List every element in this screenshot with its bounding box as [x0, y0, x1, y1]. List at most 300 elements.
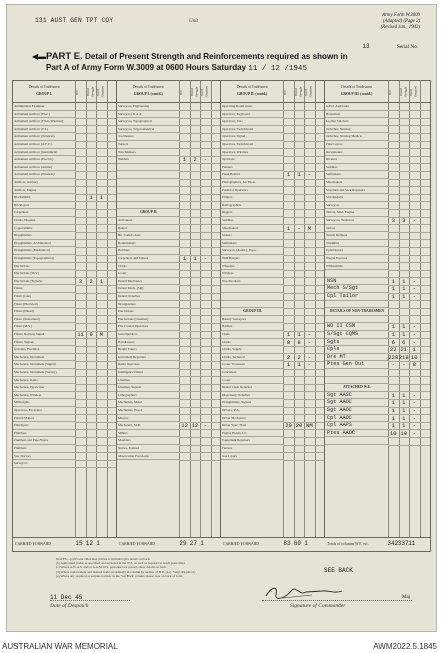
value-reinf: -	[412, 422, 416, 430]
value-posted: 1	[193, 255, 197, 262]
table-row: Operators, Switchboard	[221, 141, 283, 149]
value-posted: 10	[400, 429, 408, 437]
table-row: Draughtsmen (Mechanical)	[13, 247, 75, 255]
row-rule	[283, 308, 324, 309]
table-row: Surveyors, Trigonometrical	[117, 126, 179, 134]
row-rule	[179, 277, 220, 278]
table-row: Ammunition Examiner	[13, 103, 75, 111]
table-row: Riggers	[221, 209, 283, 217]
row-label: NSN	[327, 277, 337, 284]
row-rule	[179, 110, 220, 111]
row-rule	[388, 194, 430, 195]
row-rule	[388, 255, 430, 256]
value-we: 22	[389, 346, 397, 354]
row-rule	[388, 308, 430, 309]
unit-label: Unit	[189, 19, 198, 24]
row-label: Mech S/Sgt	[327, 285, 359, 292]
column-divider	[409, 81, 410, 537]
table-row: Platelayers	[13, 422, 75, 430]
row-rule	[179, 369, 220, 370]
row-values	[221, 171, 324, 179]
table-row: Coppersmiths	[13, 225, 75, 233]
column-divider	[388, 81, 389, 537]
table-row: Watchmakers	[117, 149, 179, 157]
totals-reinf: 11	[408, 540, 416, 547]
table-row: Mechanics, Instrument (Survey)	[13, 369, 75, 377]
column-divider	[420, 81, 421, 537]
row-rule	[283, 270, 324, 271]
row-label: Drs MT	[327, 353, 346, 360]
row-rule	[75, 422, 116, 423]
row-rule	[283, 262, 324, 263]
row-values	[325, 399, 430, 407]
row-rule	[75, 125, 116, 126]
value-reinf: -	[203, 255, 208, 262]
value-posted: 2	[297, 353, 301, 361]
row-rule	[283, 285, 324, 286]
group-label: GROUP II. (contd.)	[237, 91, 268, 96]
signature-label: Signature of Commander	[290, 603, 346, 609]
row-rule	[75, 429, 116, 430]
table-column	[13, 81, 117, 537]
value-reinf: -	[412, 391, 416, 399]
column-divider	[283, 81, 284, 537]
table-row: Operators, Switchboard	[221, 126, 283, 134]
row-rule	[283, 399, 324, 400]
signature-image	[262, 582, 352, 602]
value-we: 1	[391, 391, 395, 399]
value-reinf: -	[412, 277, 416, 285]
table-row: Armament Artificer (Wireless)	[13, 133, 75, 141]
table-row: Surveyors	[325, 202, 388, 210]
table-row: Surveyors (Assist.), Topo.	[221, 247, 283, 255]
value-we: 1	[391, 399, 395, 407]
strength-table	[12, 80, 431, 538]
column-header	[221, 81, 324, 103]
row-rule	[179, 445, 220, 446]
table-row: Chefs	[221, 331, 283, 339]
row-rule	[75, 369, 116, 370]
group-label: GROUP III. (contd.)	[340, 91, 373, 96]
table-row: Plumbers and Pipe Fitters	[13, 437, 75, 445]
table-row: Concreters	[221, 369, 283, 377]
title-part: PART E.	[46, 51, 83, 62]
table-column	[325, 81, 430, 537]
value-we: 6	[391, 338, 395, 346]
row-rule	[179, 414, 220, 415]
table-row: Equipment Repairers	[221, 437, 283, 445]
row-rule	[75, 270, 116, 271]
row-rule	[75, 445, 116, 446]
row-rule	[283, 293, 324, 294]
row-values	[325, 293, 430, 301]
table-row: Clerks, Supply	[221, 346, 283, 354]
value-posted: 1	[402, 293, 406, 300]
despatch-date-label: Date of Despatch	[50, 603, 89, 609]
row-rule	[75, 323, 116, 324]
row-rule	[388, 148, 430, 149]
table-row: Artificer, Engine	[13, 187, 75, 195]
row-rule	[75, 300, 116, 301]
row-rule	[179, 391, 220, 392]
table-row: Radio Operators	[117, 361, 179, 369]
table-row: Instrument Repairers	[117, 354, 179, 362]
table-row: Surveyors	[13, 460, 75, 468]
table-row: Armament Artificer (A.F.V.)	[13, 141, 75, 149]
table-row: Moulders	[117, 437, 179, 445]
row-rule	[179, 353, 220, 354]
table-row: Fitters (M.V.)	[13, 323, 75, 331]
row-rule	[179, 224, 220, 225]
value-we: 3	[391, 217, 395, 224]
row-rule	[75, 209, 116, 210]
value-reinf: M	[99, 331, 104, 338]
table-row: Dental Clerk Orderlies	[221, 384, 283, 392]
table-row: Woodworkers	[221, 278, 283, 286]
row-values	[325, 361, 430, 369]
table-row: Electricians	[13, 263, 75, 271]
form-line: (Adapted) (Page 2)	[382, 19, 420, 25]
value-posted: 2	[193, 156, 197, 164]
value-reinf: -	[307, 331, 312, 338]
value-we: 1	[286, 331, 291, 338]
table-row: Operators, Excavator	[13, 407, 75, 415]
table-row: Saddlers	[325, 164, 388, 172]
table-row: Gas Layers	[221, 453, 283, 461]
row-rule	[283, 118, 324, 119]
table-row: Mechanics, Instrument (Signal)	[13, 361, 75, 369]
row-rule	[75, 232, 116, 233]
row-label: Sgt AAOC	[327, 407, 352, 413]
table-row: Leather Stitchers	[325, 118, 388, 126]
row-rule	[283, 209, 324, 210]
row-values	[325, 217, 430, 225]
table-row: Draughtsmen	[13, 232, 75, 240]
row-values	[221, 361, 324, 369]
value-we: 10	[389, 429, 397, 437]
table-row	[325, 369, 388, 377]
table-row: Welders	[117, 156, 179, 164]
row-rule	[75, 163, 116, 164]
value-we: 12	[181, 422, 188, 430]
table-row: Fitters (Electrical)	[13, 301, 75, 309]
value-posted: 8	[297, 338, 301, 346]
row-values	[13, 194, 116, 202]
row-rule	[283, 255, 324, 256]
header-reinf: Reinf. Required	[200, 86, 209, 98]
table-row: Tailors	[325, 225, 388, 233]
table-row: Electricians	[117, 308, 179, 316]
row-rule	[75, 414, 116, 415]
table-row: GROUP III.	[221, 308, 283, 316]
table-row: Shoemakers	[221, 225, 283, 233]
value-reinf: -	[412, 331, 416, 338]
table-row: Tinsmiths	[325, 240, 388, 248]
row-label: Cpl Tailor	[327, 293, 359, 299]
table-row: Pattern Makers	[13, 415, 75, 423]
table-row: Dental Mech. (Sgt)	[117, 285, 179, 293]
header-reinf: Reinf. Required	[409, 86, 418, 98]
value-we: 1	[286, 224, 291, 232]
row-rule	[75, 361, 116, 362]
row-rule	[179, 384, 220, 385]
totals-row	[12, 538, 431, 552]
table-row: Cooks Trousseau	[221, 361, 283, 369]
table-row: Mechanics, Instrument	[13, 354, 75, 362]
row-label: WO II CSM	[327, 323, 356, 330]
table-row	[221, 285, 283, 293]
value-reinf: -	[412, 429, 416, 437]
row-rule	[283, 277, 324, 278]
column-divider	[315, 81, 316, 537]
table-row: Electricians (Signals)	[13, 278, 75, 286]
value-reinf: -	[412, 414, 416, 422]
value-posted: 3	[402, 217, 406, 224]
row-rule	[179, 148, 220, 149]
table-row: Operators, Lino	[221, 118, 283, 126]
row-rule	[75, 346, 116, 347]
row-rule	[283, 201, 324, 202]
row-rule	[179, 407, 220, 408]
row-values	[325, 407, 430, 415]
table-row	[117, 164, 179, 172]
column-header	[13, 81, 116, 103]
table-row: Upholsterers	[325, 247, 388, 255]
row-rule	[75, 133, 116, 134]
row-rule	[75, 353, 116, 354]
table-row: GROUP II.	[117, 209, 179, 217]
table-row: Lithographers	[117, 392, 179, 400]
table-row: Dispensary Orderlies	[221, 392, 283, 400]
row-rule	[388, 384, 430, 385]
table-row: Hairdressers	[117, 339, 179, 347]
column-divider	[304, 81, 305, 537]
value-reinf: -	[412, 293, 416, 300]
row-label: Sgts	[327, 338, 340, 345]
value-reinf: -	[307, 353, 312, 361]
table-row: Operators, Wireless	[221, 149, 283, 157]
form-title	[46, 51, 416, 75]
value-reinf: 1	[412, 346, 416, 354]
row-rule	[179, 361, 220, 362]
table-row	[221, 293, 283, 301]
table-row: Printers	[221, 194, 283, 202]
row-label: Sgt AASC	[327, 391, 352, 398]
totals-we: 29	[179, 540, 187, 547]
row-rule	[388, 445, 430, 446]
table-row: Height Takers	[117, 346, 179, 354]
column-divider	[96, 81, 97, 537]
table-row: Mechanics, Wireless	[13, 392, 75, 400]
table-row: Orderlies, Nursing Medical	[325, 133, 388, 141]
table-row: Nurses, Trained	[117, 445, 179, 453]
table-row: Gun Operators	[117, 331, 179, 339]
row-rule	[179, 179, 220, 180]
table-row: Dental Orderlies	[117, 293, 179, 301]
header-posted: Posted Strength	[189, 86, 199, 98]
value-posted: 1	[402, 414, 406, 422]
table-row: Wall Rangers	[221, 255, 283, 263]
table-row: Housemen	[325, 111, 388, 119]
form-number	[381, 13, 420, 32]
table-row: Armament Artificer (Electric)	[13, 156, 75, 164]
column-divider	[190, 81, 191, 537]
table-column	[117, 81, 221, 537]
value-we: 1	[391, 407, 395, 414]
signatory-rank: Maj	[402, 595, 411, 600]
table-row: Storemen and Sack Repairers	[325, 187, 388, 195]
totals-label: CARRIED FORWARD	[119, 542, 155, 546]
row-rule	[388, 141, 430, 142]
row-rule	[283, 384, 324, 385]
row-rule	[75, 407, 116, 408]
table-column	[221, 81, 325, 537]
unit-value: 131 AUST GEN TPT COY	[35, 17, 114, 24]
table-row: Clerks	[117, 263, 179, 271]
table-row: Blacksmiths	[13, 194, 75, 202]
totals-posted: 60	[293, 540, 301, 547]
table-row: Toolmakers	[117, 133, 179, 141]
row-rule	[179, 239, 220, 240]
value-posted: 218	[398, 353, 409, 361]
value-we: 1	[182, 156, 187, 164]
row-values	[325, 422, 430, 430]
row-rule	[179, 338, 220, 339]
header-reinf: Reinf. Required	[96, 86, 105, 98]
row-rule	[179, 346, 220, 347]
table-row: Driver Spec. Plant	[221, 422, 283, 430]
row-rule	[283, 391, 324, 392]
row-rule	[388, 262, 430, 263]
row-label: S/Sgt CQMS	[327, 331, 359, 337]
row-values	[325, 354, 430, 362]
archive-reference: AWM2022.5.1845	[373, 642, 437, 651]
value-reinf: 8	[412, 361, 416, 369]
row-rule	[75, 399, 116, 400]
table-row: Armament Artificer (Wireless)	[13, 171, 75, 179]
table-row: Wheelers	[221, 263, 283, 271]
table-row: Shoemakers	[325, 179, 388, 187]
row-rule	[179, 452, 220, 453]
row-rule	[283, 452, 324, 453]
archive-footer	[0, 640, 443, 653]
row-rule	[75, 437, 116, 438]
header-we: W.E.	[283, 89, 288, 95]
table-row: Carpenters and Joiners	[117, 255, 179, 263]
table-row: Linemen	[117, 377, 179, 385]
table-row: Fitters (Diesel)	[13, 308, 75, 316]
row-rule	[179, 217, 220, 218]
row-rule	[283, 300, 324, 301]
table-row: Linemen, Signals	[117, 384, 179, 392]
table-row: Orderlies, Nursing	[325, 126, 388, 134]
row-rule	[75, 460, 116, 461]
group-label: GROUP I.	[36, 91, 53, 96]
row-rule	[179, 201, 220, 202]
row-rule	[388, 232, 430, 233]
row-rule	[179, 300, 220, 301]
group-label: GROUP I. (contd.)	[133, 91, 163, 96]
row-rule	[388, 209, 430, 210]
row-rule	[179, 141, 220, 142]
table-row: Storekeepers	[325, 194, 388, 202]
row-rule	[179, 315, 220, 316]
form-line: (Revised Jan., 1943)	[380, 25, 420, 31]
value-posted: 1	[297, 171, 301, 179]
row-label: Sgt AAOC	[327, 399, 352, 406]
row-rule	[75, 224, 116, 225]
totals-reinf: 1	[96, 540, 100, 547]
table-row: Batmen	[221, 323, 283, 331]
value-we: 8	[286, 338, 291, 346]
row-rule	[75, 255, 116, 256]
row-rule	[388, 239, 430, 240]
value-posted: 6	[402, 338, 406, 346]
totals-we: 342	[387, 540, 399, 547]
value-posted: 1	[402, 422, 406, 430]
value-reinf: -	[412, 407, 416, 414]
row-rule	[283, 437, 324, 438]
table-row: Plumbers	[13, 445, 75, 453]
row-values	[117, 255, 220, 263]
table-row: Plate Layers	[325, 141, 388, 149]
value-posted: 1	[402, 391, 406, 399]
value-posted: -	[402, 361, 406, 369]
header-we: W.E.	[75, 89, 80, 95]
table-row: Fitters	[13, 285, 75, 293]
table-row: Dental Mechanics	[117, 278, 179, 286]
value-we: 1	[286, 171, 291, 179]
table-row: Surveyors, R.A.A.	[117, 111, 179, 119]
row-rule	[179, 285, 220, 286]
table-row: Machinists, Wood	[117, 407, 179, 415]
row-rule	[283, 110, 324, 111]
table-row: Armament Artificer (Instrument)	[13, 149, 75, 157]
row-values	[325, 392, 430, 400]
row-rule	[179, 232, 220, 233]
value-reinf: -	[307, 171, 312, 179]
table-row: Electricians (Linemen)	[117, 316, 179, 324]
table-row: Surveyors, Engineering	[117, 103, 179, 111]
row-label: Cpls	[327, 346, 340, 353]
row-values	[325, 430, 430, 438]
table-row: Saw Doctors	[13, 453, 75, 461]
row-values	[221, 339, 324, 347]
table-row: Drivers, R.A.	[221, 407, 283, 415]
row-rule	[388, 315, 430, 316]
value-we: 1	[286, 361, 291, 369]
header-details: Details of Tradesmen GROUP II. (contd.)	[221, 85, 283, 96]
row-rule	[75, 467, 116, 468]
row-rule	[388, 118, 430, 119]
header-posted: Posted Strength	[398, 86, 407, 98]
table-row: Textile Refiners	[325, 232, 388, 240]
column-divider	[86, 81, 87, 537]
serial-number: 13	[362, 43, 370, 50]
table-row: Riveters	[325, 156, 388, 164]
row-rule	[179, 186, 220, 187]
row-values	[221, 354, 324, 362]
row-rule	[388, 186, 430, 187]
row-rule	[283, 156, 324, 157]
table-row: Bricklayers	[13, 202, 75, 210]
table-row: Observation Post Assts.	[117, 453, 179, 461]
value-posted: 1	[89, 194, 93, 202]
value-reinf: -	[412, 285, 416, 293]
table-row	[117, 179, 179, 187]
table-row: Battery Surveyors	[221, 316, 283, 324]
value-we: 1	[391, 414, 395, 422]
